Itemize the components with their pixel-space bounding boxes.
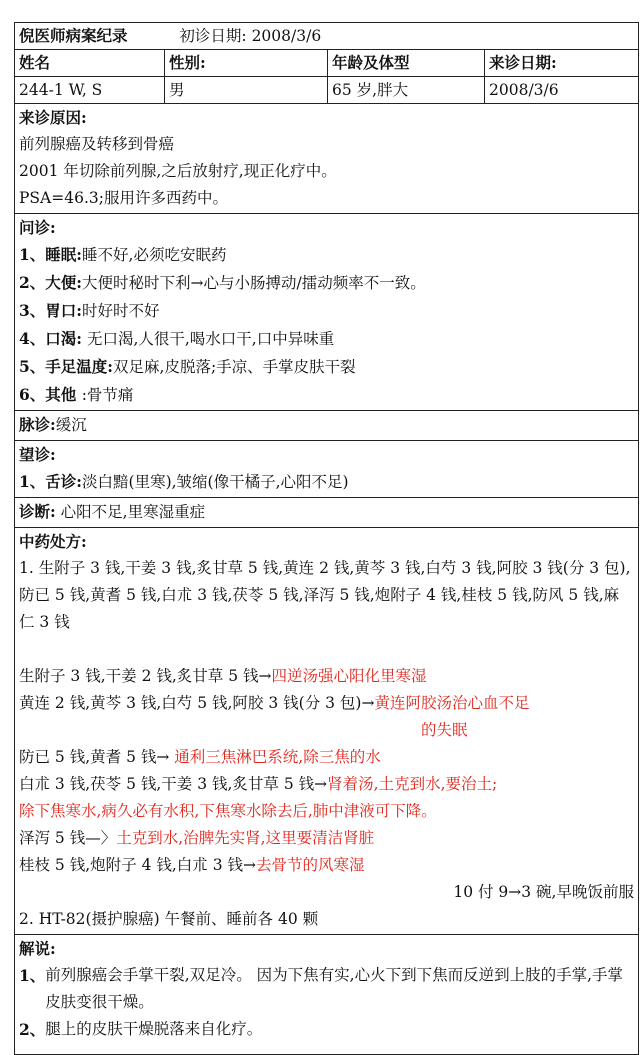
inquiry-title: 问诊: xyxy=(19,218,56,237)
inquiry-label: 5、手足温度: xyxy=(19,357,114,376)
formula-note: 四逆汤强心阳化里寒湿 xyxy=(271,667,427,685)
title-cell xyxy=(15,23,639,50)
formula-note: 土克到水,治脾先实肾,这里要清洁肾脏 xyxy=(116,829,375,847)
formula-herbs: 生附子 3 钱,干姜 2 钱,炙甘草 5 钱→ xyxy=(19,667,272,685)
inquiry-item xyxy=(19,297,634,325)
prescription-cell xyxy=(15,528,639,935)
explain-item xyxy=(19,1016,634,1043)
blank-line xyxy=(19,636,634,663)
inquiry-item xyxy=(19,241,634,269)
pulse-label: 脉诊: xyxy=(19,415,56,434)
record-title: 倪医师病案纪录 xyxy=(19,26,128,45)
first-visit-date: 2008/3/6 xyxy=(251,27,322,45)
dose-line: 10 付 9→3 碗,早晚饭前服 xyxy=(453,883,634,901)
explain-item xyxy=(19,962,634,1016)
tongue-line xyxy=(19,468,634,496)
formula-row xyxy=(19,744,634,771)
inquiry-item xyxy=(19,353,634,381)
explain-cell xyxy=(15,935,639,1055)
inquiry-text: 睡不好,必须吃安眠药 xyxy=(82,246,227,264)
reason-title: 来诊原因: xyxy=(19,108,87,127)
info-header-row xyxy=(15,50,639,77)
reason-line: PSA=46.3;服用许多西药中。 xyxy=(19,189,228,207)
inquiry-label: 1、睡眠: xyxy=(19,245,83,264)
formula-row xyxy=(19,663,634,690)
prescription-second: 2. HT-82(摄护腺癌) 午餐前、睡前各 40 颗 xyxy=(19,910,319,928)
pulse-line xyxy=(19,411,634,439)
title-row xyxy=(15,23,639,50)
name-label: 姓名 xyxy=(15,50,165,77)
formula-row xyxy=(19,690,634,717)
inquiry-item xyxy=(19,325,634,353)
inquiry-text: 双足麻,皮脱落;手凉、手掌皮肤干裂 xyxy=(113,358,356,376)
explain-label: 2、 xyxy=(19,1020,46,1039)
explain-text: 前列腺癌会手掌干裂,双足冷。 因为下焦有实,心火下到下焦而反逆到上肢的手掌,手掌皮肤变很干燥。 xyxy=(45,966,624,1011)
inquiry-text: 时好时不好 xyxy=(82,302,160,320)
prescription-title: 中药处方: xyxy=(19,532,87,551)
formula-herbs: 防已 5 钱,黄耆 5 钱→ xyxy=(19,748,175,766)
formula-herbs: 桂枝 5 钱,炮附子 4 钱,白朮 3 钱→ xyxy=(19,856,256,874)
reason-cell xyxy=(15,104,639,214)
gender-label: 性别: xyxy=(165,50,328,77)
explain-text: 腿上的皮肤干燥脱落来自化疗。 xyxy=(45,1020,263,1038)
diagnosis-row xyxy=(15,498,639,528)
observe-title: 望诊: xyxy=(19,445,56,464)
formula-row xyxy=(19,852,634,879)
formula-row xyxy=(19,825,634,852)
age-value: 65 岁,胖大 xyxy=(328,77,485,104)
formula-herbs: 黄连 2 钱,黄芩 3 钱,白芍 5 钱,阿胶 3 钱(分 3 包)→ xyxy=(19,694,375,712)
pulse-row xyxy=(15,411,639,441)
inquiry-text: 无口渴,人很干,喝水口干,口中异味重 xyxy=(82,330,335,348)
inquiry-row xyxy=(15,214,639,411)
reason-line: 2001 年切除前列腺,之后放射疗,现正化疗中。 xyxy=(19,162,337,180)
prescription-row xyxy=(15,528,639,935)
explain-title: 解说: xyxy=(19,939,56,958)
formula-note: 通利三焦淋巴系统,除三焦的水 xyxy=(174,748,381,766)
inquiry-text: :骨节痛 xyxy=(81,386,134,404)
explain-label: 1、 xyxy=(19,966,46,985)
diagnosis-text: 心阳不足,里寒湿重症 xyxy=(60,503,206,521)
diagnosis-cell xyxy=(15,498,639,528)
formula-note: 去骨节的风寒湿 xyxy=(256,856,365,874)
inquiry-item xyxy=(19,269,634,297)
inquiry-label: 2、大便: xyxy=(19,273,83,292)
tongue-text: 淡白黯(里寒),皱缩(像干橘子,心阳不足) xyxy=(82,473,349,491)
observe-cell xyxy=(15,441,639,498)
visit-date-value: 2008/3/6 xyxy=(485,77,639,104)
name-value: 244-1 W, S xyxy=(15,77,165,104)
formula-note: 肾着汤,土克到水,要治土; xyxy=(327,775,498,793)
inquiry-cell xyxy=(15,214,639,411)
diagnosis-line xyxy=(19,498,634,526)
age-label: 年龄及体型 xyxy=(328,50,485,77)
formula-herbs: 泽泻 5 钱—〉 xyxy=(19,829,117,847)
case-table xyxy=(14,22,639,1055)
reason-line: 前列腺癌及转移到骨癌 xyxy=(19,135,175,153)
tongue-label: 1、舌诊: xyxy=(19,472,83,491)
gender-value: 男 xyxy=(165,77,328,104)
reason-row xyxy=(15,104,639,214)
observe-row xyxy=(15,441,639,498)
formula-herbs: 白朮 3 钱,茯苓 5 钱,干姜 3 钱,炙甘草 5 钱→ xyxy=(19,775,328,793)
explain-row xyxy=(15,935,639,1055)
inquiry-label: 6、其他 xyxy=(19,385,82,404)
formula-row xyxy=(19,717,634,744)
inquiry-label: 3、胃口: xyxy=(19,301,83,320)
pulse-cell xyxy=(15,411,639,441)
formula-note: 的失眠 xyxy=(421,721,468,739)
pulse-text: 缓沉 xyxy=(55,416,87,434)
case-record xyxy=(14,22,638,1055)
diagnosis-label: 诊断: xyxy=(19,502,56,521)
spacer xyxy=(19,1043,634,1053)
visit-date-label: 来诊日期: xyxy=(485,50,639,77)
inquiry-text: 大便时秘时下利→心与小肠搏动/擂动频率不一致。 xyxy=(82,274,426,292)
info-value-row xyxy=(15,77,639,104)
formula-row xyxy=(19,798,634,825)
formula-note: 黄连阿胶汤治心血不足 xyxy=(374,694,530,712)
prescription-first: 1. 生附子 3 钱,干姜 3 钱,炙甘草 5 钱,黄连 2 钱,黄芩 3 钱,白芍 3 钱,阿胶 3 钱(分 3 包),防已 5 钱,黄耆 5 钱,白朮 3 钱,茯苓 5 钱,泽泻 5 钱,炮附子 4 钱,桂枝 5 钱,防风 5 钱,麻仁 3 钱 xyxy=(19,559,631,631)
first-visit-label: 初诊日期: xyxy=(179,27,247,45)
formula-note: 除下焦寒水,病久必有水积,下焦寒水除去后,肺中津液可下降。 xyxy=(19,802,437,820)
inquiry-item xyxy=(19,381,634,409)
inquiry-label: 4、口渴: xyxy=(19,329,83,348)
formula-row xyxy=(19,771,634,798)
